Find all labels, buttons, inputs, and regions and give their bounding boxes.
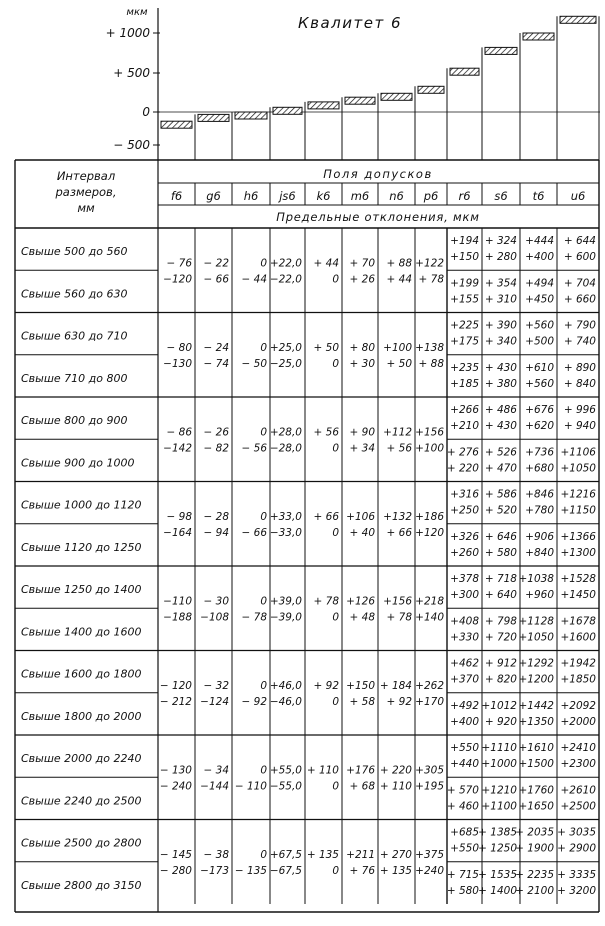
lower-deviation: +170 bbox=[415, 695, 444, 708]
lower-deviation: +150 bbox=[450, 251, 479, 263]
upper-deviation: − 34 bbox=[203, 764, 229, 777]
upper-deviation: + 90 bbox=[349, 426, 375, 439]
upper-deviation: − 130 bbox=[159, 764, 192, 777]
upper-deviation: − 120 bbox=[159, 679, 192, 692]
upper-deviation: +1528 bbox=[560, 573, 596, 585]
upper-deviation: +132 bbox=[383, 510, 412, 523]
upper-deviation: +685 bbox=[450, 826, 479, 839]
lower-deviation: − 212 bbox=[159, 695, 192, 708]
lower-deviation: −108 bbox=[200, 611, 229, 624]
lower-deviation: − 135 bbox=[234, 864, 267, 877]
y-tick-label: 0 bbox=[142, 105, 150, 119]
lower-deviation: 0 bbox=[332, 611, 339, 624]
lower-deviation: − 44 bbox=[241, 273, 267, 286]
upper-deviation: +494 bbox=[525, 277, 554, 290]
lower-deviation: + 68 bbox=[349, 780, 375, 793]
upper-deviation: + 1535 bbox=[478, 868, 517, 881]
lower-deviation: + 580 bbox=[446, 884, 479, 897]
lower-deviation: +680 bbox=[525, 462, 554, 475]
upper-deviation: +106 bbox=[346, 510, 375, 523]
upper-deviation: + 3035 bbox=[557, 826, 596, 839]
corner-line-2: размеров, bbox=[55, 185, 117, 199]
lower-deviation: + 840 bbox=[563, 377, 596, 390]
upper-deviation: 0 bbox=[260, 848, 267, 861]
lower-deviation: −120 bbox=[163, 273, 192, 286]
lower-deviation: +1150 bbox=[560, 504, 596, 517]
y-tick-label: − 500 bbox=[113, 138, 150, 152]
lower-deviation: +370 bbox=[450, 673, 479, 686]
upper-deviation: + 996 bbox=[563, 404, 596, 416]
lower-deviation: 0 bbox=[332, 273, 339, 286]
lower-deviation: + 430 bbox=[484, 420, 517, 432]
upper-deviation: + 135 bbox=[306, 848, 339, 861]
upper-deviation: +1012 bbox=[481, 699, 517, 712]
upper-deviation: + 526 bbox=[484, 446, 517, 459]
lower-deviation: + 92 bbox=[386, 695, 412, 708]
lower-deviation: +1100 bbox=[481, 800, 517, 813]
lower-deviation: +2300 bbox=[560, 758, 596, 770]
upper-deviation: 0 bbox=[260, 341, 267, 354]
lower-deviation: −67,5 bbox=[269, 864, 302, 877]
lower-deviation: +1200 bbox=[518, 673, 554, 686]
interval-label: Свыше 710 до 800 bbox=[21, 371, 128, 385]
lower-deviation: +1500 bbox=[518, 758, 554, 770]
field-header-js6: js6 bbox=[279, 189, 296, 203]
upper-deviation: + 276 bbox=[446, 446, 479, 459]
lower-deviation: + 2100 bbox=[515, 884, 554, 897]
upper-deviation: +906 bbox=[525, 530, 554, 543]
lower-deviation: + 88 bbox=[418, 357, 444, 370]
y-tick-label: + 1000 bbox=[105, 26, 150, 40]
lower-deviation: + 720 bbox=[484, 631, 517, 644]
interval-label: Свыше 2500 до 2800 bbox=[21, 836, 142, 850]
upper-deviation: +1038 bbox=[518, 573, 554, 585]
upper-deviation: + 2035 bbox=[515, 826, 554, 839]
lower-deviation: + 30 bbox=[349, 357, 375, 370]
lower-deviation: +560 bbox=[525, 377, 554, 390]
lower-deviation: +780 bbox=[525, 504, 554, 517]
lower-deviation: − 110 bbox=[234, 780, 267, 793]
upper-deviation: +33,0 bbox=[269, 510, 302, 523]
lower-deviation: + 40 bbox=[349, 526, 375, 539]
upper-deviation: +262 bbox=[415, 679, 444, 692]
lower-deviation: +330 bbox=[450, 631, 479, 644]
lower-deviation: +1300 bbox=[560, 546, 596, 559]
interval-label: Свыше 1120 до 1250 bbox=[21, 540, 142, 554]
interval-label: Свыше 1600 до 1800 bbox=[21, 667, 142, 681]
upper-deviation: + 1385 bbox=[478, 826, 517, 839]
upper-deviation: +1442 bbox=[518, 699, 554, 712]
interval-label: Свыше 800 до 900 bbox=[21, 414, 128, 427]
lower-deviation: + 220 bbox=[446, 462, 479, 475]
lower-deviation: + 740 bbox=[563, 335, 596, 348]
lower-deviation: −144 bbox=[200, 780, 229, 793]
lower-deviation: + 820 bbox=[484, 673, 517, 686]
upper-deviation: +186 bbox=[415, 510, 444, 523]
upper-deviation: 0 bbox=[260, 426, 267, 439]
field-header-m6: m6 bbox=[350, 189, 370, 203]
lower-deviation: + 50 bbox=[386, 357, 412, 370]
upper-deviation: +156 bbox=[415, 426, 444, 439]
upper-deviation: − 28 bbox=[203, 510, 229, 523]
upper-deviation: +444 bbox=[525, 235, 554, 247]
lower-deviation: + 1400 bbox=[478, 884, 517, 897]
upper-deviation: + 3335 bbox=[557, 868, 596, 881]
upper-deviation: + 718 bbox=[484, 573, 517, 585]
upper-deviation: 0 bbox=[260, 510, 267, 523]
lower-deviation: +500 bbox=[525, 335, 554, 348]
upper-deviation: +218 bbox=[415, 595, 444, 608]
lower-deviation: − 66 bbox=[241, 526, 267, 539]
interval-label: Свыше 2800 до 3150 bbox=[21, 878, 142, 892]
lower-deviation: 0 bbox=[332, 357, 339, 370]
upper-deviation: +67,5 bbox=[269, 848, 302, 861]
interval-label: Свыше 2000 до 2240 bbox=[21, 752, 142, 765]
upper-deviation: +28,0 bbox=[269, 426, 302, 439]
upper-deviation: +736 bbox=[525, 446, 554, 459]
lower-deviation: +1050 bbox=[560, 462, 596, 475]
lower-deviation: −164 bbox=[163, 526, 192, 539]
upper-deviation: +375 bbox=[415, 848, 444, 861]
lower-deviation: + 600 bbox=[563, 251, 596, 263]
upper-deviation: +235 bbox=[450, 361, 479, 374]
lower-deviation: − 66 bbox=[203, 273, 229, 286]
lower-deviation: −33,0 bbox=[269, 526, 302, 539]
lower-deviation: +140 bbox=[415, 611, 444, 624]
upper-deviation: + 570 bbox=[446, 784, 479, 797]
upper-deviation: +408 bbox=[450, 615, 479, 628]
lower-deviation: −124 bbox=[200, 695, 229, 708]
lower-deviation: − 56 bbox=[241, 442, 267, 455]
lower-deviation: +300 bbox=[450, 589, 479, 601]
corner-line-3: мм bbox=[77, 201, 95, 215]
upper-deviation: − 26 bbox=[203, 426, 229, 439]
upper-deviation: +100 bbox=[383, 341, 412, 354]
upper-deviation: 0 bbox=[260, 764, 267, 777]
field-header-r6: r6 bbox=[458, 189, 471, 203]
lower-deviation: + 580 bbox=[484, 546, 517, 559]
lower-deviation: −22,0 bbox=[269, 273, 302, 286]
upper-deviation: +550 bbox=[450, 742, 479, 754]
upper-deviation: +1210 bbox=[481, 784, 517, 797]
upper-deviation: +1678 bbox=[560, 615, 596, 628]
upper-deviation: + 70 bbox=[349, 257, 375, 270]
upper-deviation: +266 bbox=[450, 404, 479, 416]
lower-deviation: + 78 bbox=[418, 273, 444, 286]
lower-deviation: +450 bbox=[525, 293, 554, 306]
interval-label: Свыше 2240 до 2500 bbox=[21, 794, 142, 808]
lower-deviation: − 240 bbox=[159, 780, 192, 793]
upper-deviation: +1292 bbox=[518, 657, 554, 670]
lower-deviation: + 520 bbox=[484, 504, 517, 517]
lower-deviation: +120 bbox=[415, 526, 444, 539]
upper-deviation: +55,0 bbox=[269, 764, 302, 777]
upper-deviation: +1106 bbox=[560, 446, 596, 459]
upper-deviation: +211 bbox=[346, 848, 375, 861]
lower-deviation: 0 bbox=[332, 780, 339, 793]
y-tick-label: + 500 bbox=[113, 66, 150, 80]
interval-label: Свыше 1400 до 1600 bbox=[21, 625, 142, 639]
upper-deviation: + 704 bbox=[563, 277, 596, 290]
lower-deviation: +240 bbox=[415, 864, 444, 877]
lower-deviation: +1850 bbox=[560, 673, 596, 686]
field-header-p6: p6 bbox=[423, 189, 439, 203]
upper-deviation: + 66 bbox=[313, 510, 339, 523]
lower-deviation: + 280 bbox=[484, 251, 517, 263]
lower-deviation: +195 bbox=[415, 780, 444, 793]
lower-deviation: + 48 bbox=[349, 611, 375, 624]
field-header-k6: k6 bbox=[316, 189, 331, 203]
upper-deviation: − 145 bbox=[159, 848, 192, 861]
upper-deviation: + 324 bbox=[484, 235, 517, 247]
upper-deviation: +1760 bbox=[518, 784, 554, 797]
upper-deviation: − 22 bbox=[203, 257, 229, 270]
upper-deviation: +846 bbox=[525, 488, 554, 501]
lower-deviation: + 76 bbox=[349, 864, 375, 877]
upper-deviation: + 644 bbox=[563, 235, 596, 247]
upper-deviation: + 798 bbox=[484, 615, 517, 628]
upper-deviation: +326 bbox=[450, 530, 479, 543]
upper-deviation: + 88 bbox=[386, 257, 412, 270]
lower-deviation: + 310 bbox=[484, 293, 517, 306]
upper-deviation: + 92 bbox=[313, 679, 339, 692]
lower-deviation: +1000 bbox=[481, 758, 517, 770]
upper-deviation: +1110 bbox=[481, 742, 517, 754]
upper-deviation: +156 bbox=[383, 595, 412, 608]
lower-deviation: + 66 bbox=[386, 526, 412, 539]
upper-deviation: +22,0 bbox=[269, 257, 302, 270]
upper-deviation: + 430 bbox=[484, 361, 517, 374]
lower-deviation: − 92 bbox=[241, 695, 267, 708]
upper-deviation: + 2235 bbox=[515, 868, 554, 881]
lower-deviation: +2500 bbox=[560, 800, 596, 813]
lower-deviation: + 44 bbox=[386, 273, 412, 286]
deviations-title: Предельные отклонения, мкм bbox=[276, 210, 480, 224]
lower-deviation: −25,0 bbox=[269, 357, 302, 370]
lower-deviation: −142 bbox=[163, 442, 192, 455]
lower-deviation: − 94 bbox=[203, 526, 229, 539]
upper-deviation: +112 bbox=[383, 426, 412, 439]
field-header-t6: t6 bbox=[532, 189, 545, 203]
upper-deviation: + 110 bbox=[306, 764, 339, 777]
upper-deviation: + 50 bbox=[313, 341, 339, 354]
lower-deviation: +440 bbox=[450, 758, 479, 770]
upper-deviation: + 912 bbox=[484, 657, 517, 670]
lower-deviation: 0 bbox=[332, 864, 339, 877]
upper-deviation: + 890 bbox=[563, 361, 596, 374]
upper-deviation: − 76 bbox=[166, 257, 192, 270]
lower-deviation: + 26 bbox=[349, 273, 375, 286]
upper-deviation: +305 bbox=[415, 764, 444, 777]
lower-deviation: + 640 bbox=[484, 589, 517, 601]
lower-deviation: + 56 bbox=[386, 442, 412, 455]
lower-deviation: +400 bbox=[525, 251, 554, 263]
interval-label: Свыше 1800 до 2000 bbox=[21, 709, 142, 723]
interval-label: Свыше 1250 до 1400 bbox=[21, 583, 142, 596]
lower-deviation: + 470 bbox=[484, 462, 517, 475]
lower-deviation: +550 bbox=[450, 842, 479, 855]
upper-deviation: − 38 bbox=[203, 848, 229, 861]
fields-title: Поля допусков bbox=[323, 167, 433, 181]
chart-title: Квалитет 6 bbox=[297, 14, 403, 32]
upper-deviation: + 44 bbox=[313, 257, 339, 270]
lower-deviation: +210 bbox=[450, 420, 479, 432]
lower-deviation: +620 bbox=[525, 420, 554, 432]
upper-deviation: +25,0 bbox=[269, 341, 302, 354]
upper-deviation: +138 bbox=[415, 341, 444, 354]
upper-deviation: +676 bbox=[525, 404, 554, 416]
lower-deviation: + 3200 bbox=[557, 884, 596, 897]
upper-deviation: 0 bbox=[260, 679, 267, 692]
lower-deviation: +100 bbox=[415, 442, 444, 455]
lower-deviation: − 82 bbox=[203, 442, 229, 455]
lower-deviation: − 78 bbox=[241, 611, 267, 624]
upper-deviation: +225 bbox=[450, 319, 479, 332]
lower-deviation: + 920 bbox=[484, 715, 517, 728]
upper-deviation: +2092 bbox=[560, 699, 596, 712]
upper-deviation: − 98 bbox=[166, 510, 192, 523]
lower-deviation: + 1250 bbox=[478, 842, 517, 855]
upper-deviation: +2410 bbox=[560, 742, 596, 754]
upper-deviation: − 24 bbox=[203, 341, 229, 354]
upper-deviation: +560 bbox=[525, 319, 554, 332]
lower-deviation: +155 bbox=[450, 293, 479, 306]
upper-deviation: + 586 bbox=[484, 488, 517, 501]
lower-deviation: + 58 bbox=[349, 695, 375, 708]
field-header-n6: n6 bbox=[389, 189, 404, 203]
lower-deviation: +260 bbox=[450, 546, 479, 559]
upper-deviation: + 220 bbox=[379, 764, 412, 777]
lower-deviation: +400 bbox=[450, 715, 479, 728]
field-header-g6: g6 bbox=[206, 189, 221, 203]
upper-deviation: +1128 bbox=[518, 615, 554, 628]
upper-deviation: + 184 bbox=[379, 679, 412, 692]
lower-deviation: − 74 bbox=[203, 357, 229, 370]
interval-label: Свыше 500 до 560 bbox=[21, 245, 128, 258]
lower-deviation: −130 bbox=[163, 357, 192, 370]
upper-deviation: +610 bbox=[525, 361, 554, 374]
upper-deviation: +492 bbox=[450, 699, 479, 712]
axis-unit-label: мкм bbox=[126, 7, 148, 18]
upper-deviation: +1366 bbox=[560, 530, 596, 543]
upper-deviation: + 486 bbox=[484, 404, 517, 416]
upper-deviation: + 354 bbox=[484, 277, 517, 290]
upper-deviation: +176 bbox=[346, 764, 375, 777]
lower-deviation: −28,0 bbox=[269, 442, 302, 455]
upper-deviation: +39,0 bbox=[269, 595, 302, 608]
upper-deviation: + 715 bbox=[446, 868, 479, 881]
lower-deviation: +1650 bbox=[518, 800, 554, 813]
lower-deviation: −55,0 bbox=[269, 780, 302, 793]
upper-deviation: −110 bbox=[163, 595, 192, 608]
lower-deviation: +960 bbox=[525, 589, 554, 601]
lower-deviation: −188 bbox=[163, 611, 192, 624]
upper-deviation: + 78 bbox=[313, 595, 339, 608]
upper-deviation: + 56 bbox=[313, 426, 339, 439]
field-header-f6: f6 bbox=[170, 189, 183, 203]
upper-deviation: +194 bbox=[450, 235, 479, 247]
lower-deviation: + 78 bbox=[386, 611, 412, 624]
upper-deviation: − 80 bbox=[166, 341, 192, 354]
upper-deviation: − 30 bbox=[203, 595, 229, 608]
upper-deviation: +46,0 bbox=[269, 679, 302, 692]
lower-deviation: +250 bbox=[450, 504, 479, 517]
lower-deviation: − 50 bbox=[241, 357, 267, 370]
lower-deviation: +185 bbox=[450, 377, 479, 390]
lower-deviation: +1600 bbox=[560, 631, 596, 644]
upper-deviation: +150 bbox=[346, 679, 375, 692]
upper-deviation: +316 bbox=[450, 488, 479, 501]
upper-deviation: 0 bbox=[260, 595, 267, 608]
upper-deviation: + 390 bbox=[484, 319, 517, 332]
lower-deviation: −46,0 bbox=[269, 695, 302, 708]
lower-deviation: + 1900 bbox=[515, 842, 554, 855]
lower-deviation: −39,0 bbox=[269, 611, 302, 624]
lower-deviation: + 110 bbox=[379, 780, 412, 793]
lower-deviation: 0 bbox=[332, 442, 339, 455]
lower-deviation: + 460 bbox=[446, 800, 479, 813]
interval-label: Свыше 630 до 710 bbox=[21, 329, 128, 343]
lower-deviation: + 940 bbox=[563, 420, 596, 432]
upper-deviation: + 646 bbox=[484, 530, 517, 543]
lower-deviation: + 34 bbox=[349, 442, 375, 455]
upper-deviation: − 86 bbox=[166, 426, 192, 439]
lower-deviation: + 2900 bbox=[557, 842, 596, 855]
lower-deviation: 0 bbox=[332, 695, 339, 708]
interval-label: Свыше 1000 до 1120 bbox=[21, 498, 142, 512]
upper-deviation: + 270 bbox=[379, 848, 412, 861]
lower-deviation: + 340 bbox=[484, 335, 517, 348]
lower-deviation: + 135 bbox=[379, 864, 412, 877]
upper-deviation: +126 bbox=[346, 595, 375, 608]
lower-deviation: +1450 bbox=[560, 589, 596, 601]
field-header-u6: u6 bbox=[570, 189, 586, 203]
lower-deviation: +1350 bbox=[518, 715, 554, 728]
upper-deviation: +378 bbox=[450, 573, 479, 585]
upper-deviation: +1610 bbox=[518, 742, 554, 754]
field-header-h6: h6 bbox=[243, 189, 259, 203]
interval-label: Свыше 560 до 630 bbox=[21, 287, 128, 301]
upper-deviation: +1942 bbox=[560, 657, 596, 670]
lower-deviation: +2000 bbox=[560, 715, 596, 728]
lower-deviation: + 660 bbox=[563, 293, 596, 306]
lower-deviation: +840 bbox=[525, 546, 554, 559]
upper-deviation: +2610 bbox=[560, 784, 596, 797]
lower-deviation: 0 bbox=[332, 526, 339, 539]
upper-deviation: +199 bbox=[450, 277, 479, 290]
lower-deviation: + 380 bbox=[484, 377, 517, 390]
upper-deviation: + 790 bbox=[563, 319, 596, 332]
field-header-s6: s6 bbox=[494, 189, 508, 203]
lower-deviation: −173 bbox=[200, 864, 229, 877]
lower-deviation: +175 bbox=[450, 335, 479, 348]
lower-deviation: +1050 bbox=[518, 631, 554, 644]
upper-deviation: +1216 bbox=[560, 488, 596, 501]
upper-deviation: +122 bbox=[415, 257, 444, 270]
upper-deviation: +462 bbox=[450, 657, 479, 670]
lower-deviation: − 280 bbox=[159, 864, 192, 877]
upper-deviation: − 32 bbox=[203, 679, 229, 692]
upper-deviation: + 80 bbox=[349, 341, 375, 354]
interval-label: Свыше 900 до 1000 bbox=[21, 456, 135, 470]
corner-line-1: Интервал bbox=[56, 169, 116, 183]
upper-deviation: 0 bbox=[260, 257, 267, 270]
